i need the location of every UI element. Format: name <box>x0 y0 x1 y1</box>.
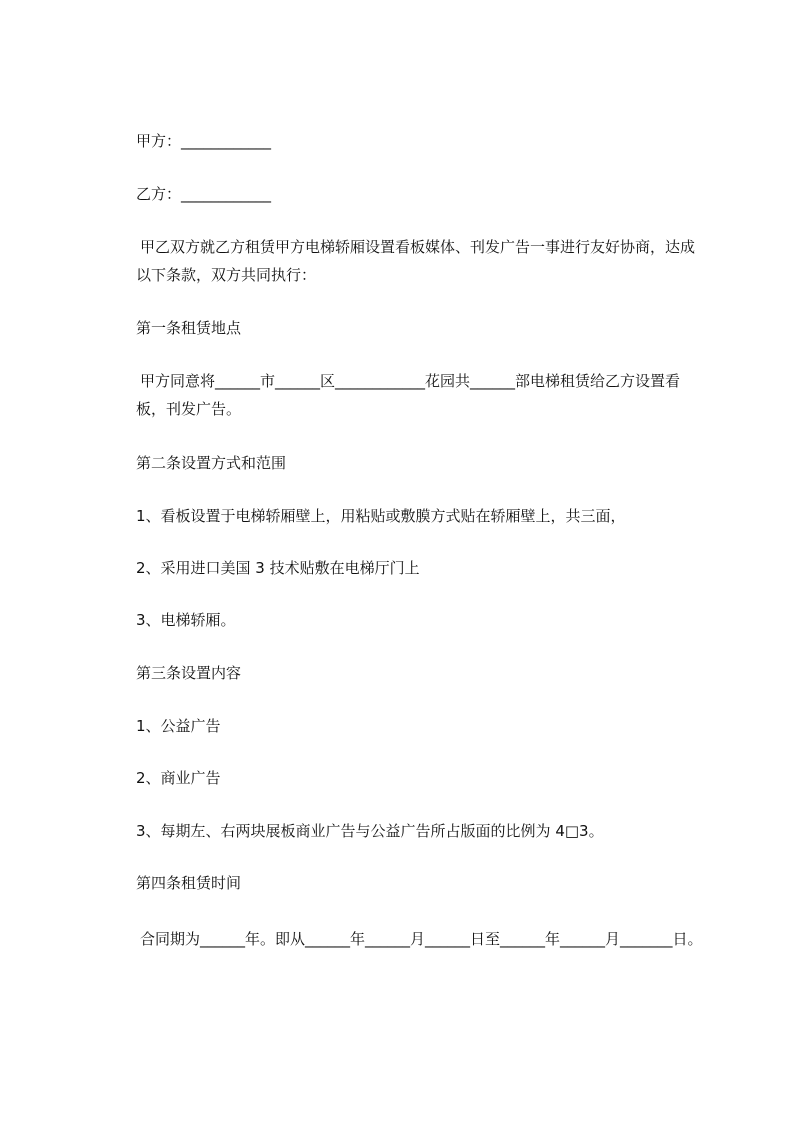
intro-paragraph: 甲乙双方就乙方租赁甲方电梯轿厢设置看板媒体、刊发广告一事进行友好协商，达成以下条款，双方共同执行： <box>136 238 696 284</box>
article-2-item-1: 1、看板设置于电梯轿厢壁上，用粘贴或敷膜方式贴在轿厢壁上，共三面， <box>136 507 626 525</box>
article-3-item-3: 3、每期左、右两块展板商业广告与公益广告所占版面的比例为 4□3。 <box>136 822 604 840</box>
article-1-title: 第一条租赁地点 <box>136 319 242 337</box>
article-2-title: 第二条设置方式和范围 <box>136 454 287 472</box>
party-b-line: 乙方：____________ <box>136 185 272 203</box>
article-3-item-2: 2、商业广告 <box>136 769 221 787</box>
article-1-content: 甲方同意将______市______区____________花园共______部电梯租赁给乙方设置看板，刊发广告。 <box>136 372 681 418</box>
article-4-title: 第四条租赁时间 <box>136 874 242 892</box>
article-2-item-3: 3、电梯轿厢。 <box>136 611 236 629</box>
article-4-content: 合同期为______年。即从______年______月______日至______年______月_______日。 <box>140 930 703 948</box>
article-3-title: 第三条设置内容 <box>136 664 242 682</box>
article-3-item-1: 1、公益广告 <box>136 717 221 735</box>
party-a-line: 甲方：____________ <box>136 132 272 150</box>
article-2-item-2: 2、采用进口美国 3 技术贴敷在电梯厅门上 <box>136 559 420 577</box>
